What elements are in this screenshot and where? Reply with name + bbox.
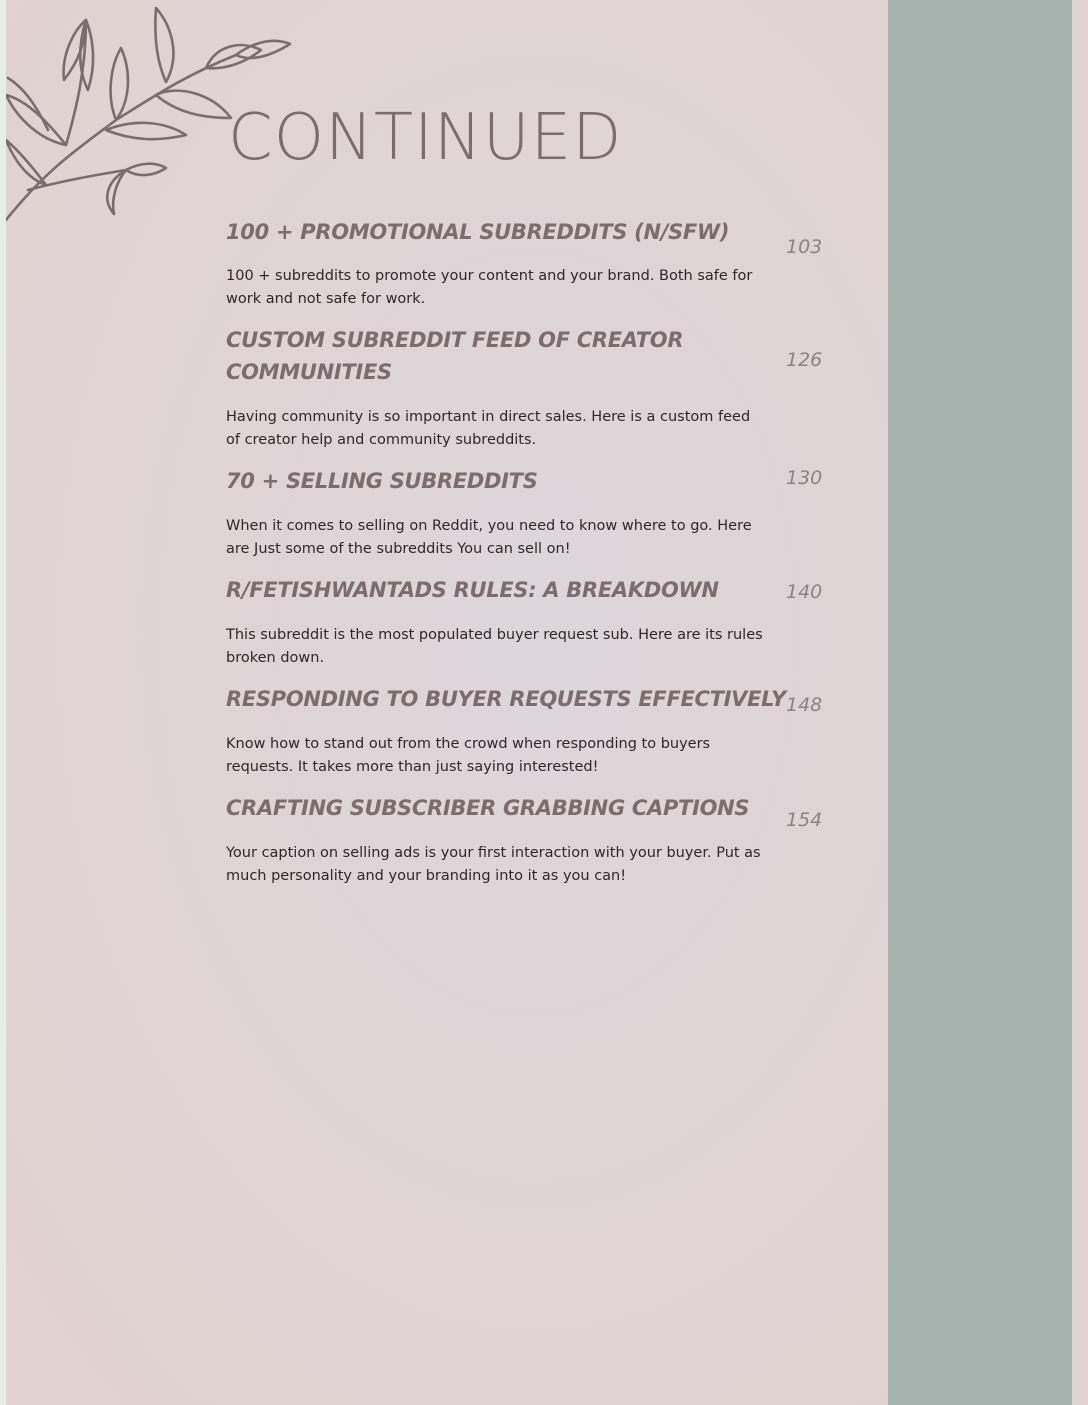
- toc-entry[interactable]: [226, 792, 826, 887]
- page-title: CONTINUED: [228, 101, 623, 175]
- side-color-band: [888, 0, 1072, 1405]
- toc-entry-page-number: 126: [786, 349, 823, 371]
- page-edge-strip: [1072, 0, 1088, 1405]
- document-page: [6, 0, 888, 1405]
- toc-entry[interactable]: [226, 324, 826, 451]
- toc-entry-heading: 100 + PROMOTIONAL SUBREDDITS (N/SFW): [226, 220, 730, 244]
- toc-entry-heading: 70 + SELLING SUBREDDITS: [226, 469, 538, 493]
- toc-entry-heading: CUSTOM SUBREDDIT FEED OF CREATOR COMMUNITIES: [226, 328, 684, 384]
- toc-entry-page-number: 130: [786, 467, 823, 489]
- toc-entry-page-number: 154: [786, 809, 823, 831]
- toc-entry-description: Know how to stand out from the crowd when responding to buyers requests. It takes more than just saying interested!: [226, 736, 711, 775]
- toc-entry-description: 100 + subreddits to promote your content and your brand. Both safe for work and not safe for work.: [226, 268, 753, 307]
- toc-entry[interactable]: [226, 216, 826, 310]
- toc-entry-description: Having community is so important in direct sales. Here is a custom feed of creator help and community subreddits.: [226, 409, 751, 448]
- toc-entry-page-number: 140: [786, 581, 823, 603]
- toc-entry-heading: R/FETISHWANTADS RULES: A BREAKDOWN: [226, 578, 719, 602]
- toc-entry[interactable]: [226, 465, 826, 560]
- toc-entry-page-number: 148: [786, 694, 823, 716]
- toc-entry-description: This subreddit is the most populated buyer request sub. Here are its rules broken down.: [226, 627, 763, 666]
- toc-entry-description: Your caption on selling ads is your first interaction with your buyer. Put as much personality and your branding into it as you can!: [226, 845, 761, 884]
- toc-entry-heading: CRAFTING SUBSCRIBER GRABBING CAPTIONS: [226, 796, 750, 820]
- toc-entry-page-number: 103: [786, 236, 823, 258]
- toc-entry[interactable]: [226, 683, 826, 778]
- toc-entry-heading: RESPONDING TO BUYER REQUESTS EFFECTIVELY: [226, 687, 786, 711]
- toc-entry[interactable]: [226, 574, 826, 669]
- toc-entry-description: When it comes to selling on Reddit, you need to know where to go. Here are Just some of the subreddits You can sell on!: [226, 518, 752, 557]
